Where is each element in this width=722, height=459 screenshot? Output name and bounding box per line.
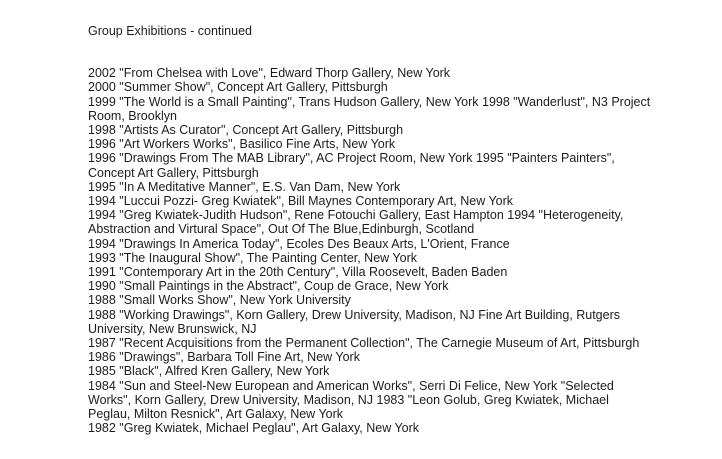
exhibition-entry: 1985 "Black", Alfred Kren Gallery, New York	[88, 364, 330, 379]
exhibition-entry: 1996 "Art Workers Works", Basilico Fine Arts, New York	[88, 137, 396, 152]
exhibition-list	[88, 66, 654, 435]
section-heading: Group Exhibitions - continued	[88, 24, 252, 38]
exhibition-entry: 1998 "Artists As Curator", Concept Art Gallery, Pittsburgh	[88, 123, 404, 138]
exhibition-entry: 1990 "Small Paintings in the Abstract", Coup de Grace, New York	[88, 279, 449, 294]
exhibition-entry: 1988 "Working Drawings", Korn Gallery, Drew University, Madison, NJ Fine Art Building, Rutgers University, New Brunswick, NJ	[88, 307, 620, 336]
exhibition-entry: 2002 "From Chelsea with Love", Edward Thorp Gallery, New York	[88, 66, 451, 81]
document-content	[88, 24, 654, 435]
exhibition-entry: 1982 "Greg Kwiatek, Michael Peglau", Art Galaxy, New York	[88, 421, 420, 436]
exhibition-entry: 1994 "Greg Kwiatek-Judith Hudson", Rene Fotouchi Gallery, East Hampton 1994 "Heterogeneity, Abstraction and Virtural Space", Out Of The Blue,Edinburgh, Scotland	[88, 208, 624, 237]
exhibition-entry: 1994 "Luccui Pozzi- Greg Kwiatek", Bill Maynes Contemporary Art, New York	[88, 194, 514, 209]
exhibition-entry: 1987 "Recent Acquisitions from the Permanent Collection", The Carnegie Museum of Art, Pittsburgh	[88, 336, 640, 351]
exhibition-entry: 1984 "Sun and Steel-New European and American Works", Serri Di Felice, New York "Selected Works", Korn Gallery, Drew University, Madison, NJ 1983 "Leon Golub, Greg Kwiatek, Michael Peglau, Milton Resnick", Art Galaxy, New York	[88, 378, 614, 422]
exhibition-entry: 1996 "Drawings From The MAB Library", AC Project Room, New York 1995 "Painters Painters", Concept Art Gallery, Pittsburgh	[88, 151, 615, 180]
exhibition-entry: 1991 "Contemporary Art in the 20th Century", Villa Roosevelt, Baden Baden	[88, 265, 508, 280]
exhibition-entry: 1988 "Small Works Show", New York University	[88, 293, 351, 308]
exhibition-entry: 1995 "In A Meditative Manner", E.S. Van Dam, New York	[88, 179, 401, 194]
exhibition-entry: 1986 "Drawings", Barbara Toll Fine Art, New York	[88, 350, 360, 365]
exhibition-entry: 1994 "Drawings In America Today", Ecoles Des Beaux Arts, L'Orient, France	[88, 236, 510, 251]
exhibition-entry: 2000 "Summer Show", Concept Art Gallery, Pittsburgh	[88, 80, 388, 95]
exhibition-entry: 1999 "The World is a Small Painting", Trans Hudson Gallery, New York 1998 "Wanderlust", N3 Project Room, Brooklyn	[88, 94, 651, 123]
exhibition-entry: 1993 "The Inaugural Show", The Painting Center, New York	[88, 250, 417, 265]
